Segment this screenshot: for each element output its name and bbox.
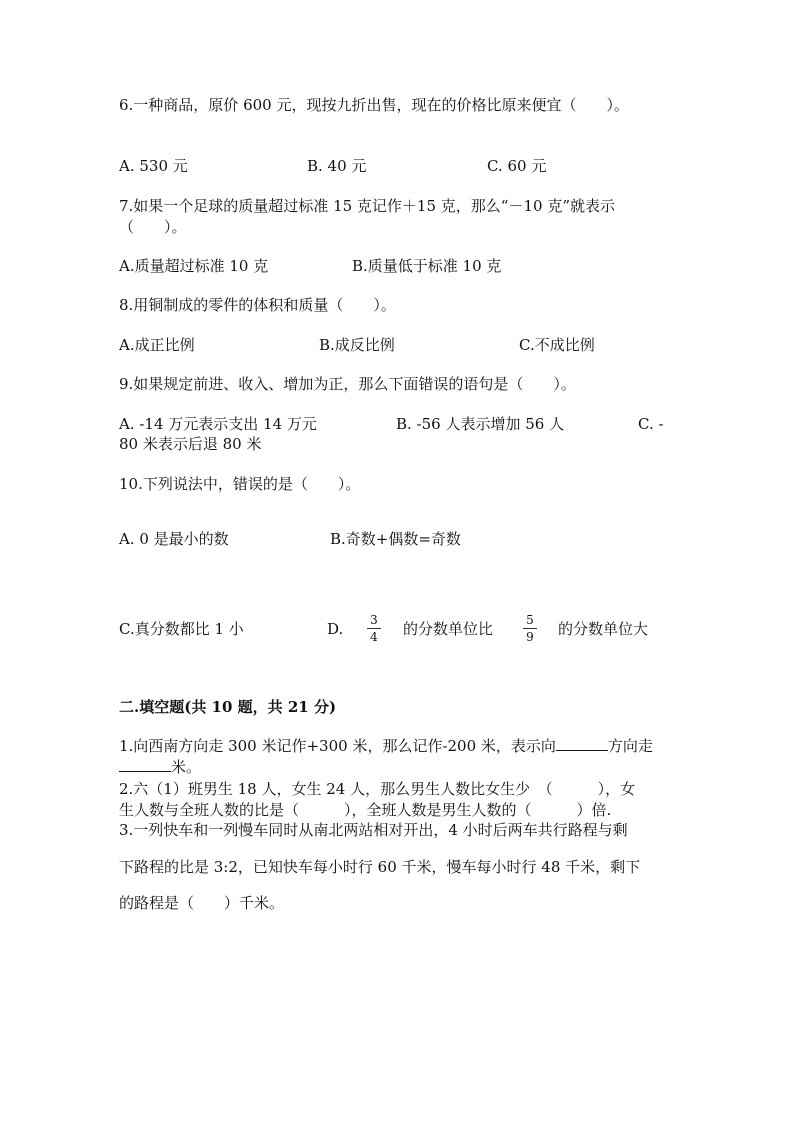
question-8-option-b[interactable]: B.成反比例 <box>319 336 395 354</box>
question-6-stem: 6.一种商品，原价 600 元，现按九折出售，现在的价格比原来便宜（ ）。 <box>119 96 629 114</box>
question-6-option-c[interactable]: C. 60 元 <box>487 157 547 175</box>
fraction-three-quarters <box>367 613 381 644</box>
question-10-stem: 10.下列说法中，错误的是（ ）。 <box>119 475 361 493</box>
question-7-option-a[interactable]: A.质量超过标准 10 克 <box>119 257 269 275</box>
fill-question-1-line1 <box>119 736 653 756</box>
fill-question-1-text-c: 米。 <box>171 758 202 776</box>
answer-blank[interactable] <box>556 736 608 751</box>
fill-question-3-line1: 3.一列快车和一列慢车同时从南北两站相对开出，4 小时后两车共行路程与剩 <box>119 821 628 839</box>
question-9-option-c[interactable]: C. - <box>638 415 664 433</box>
question-9-option-c-continued: 80 米表示后退 80 米 <box>119 435 262 453</box>
question-10-option-d-label[interactable]: D. <box>327 620 344 638</box>
question-10-option-d-middle: 的分数单位比 <box>403 620 494 638</box>
fraction-denominator: 9 <box>526 630 534 644</box>
section-2-heading: 二.填空题(共 10 题，共 21 分) <box>119 698 337 716</box>
question-7-stem-line1: 7.如果一个足球的质量超过标准 15 克记作＋15 克，那么“－10 克”就表示 <box>119 197 615 215</box>
question-6-option-a[interactable]: A. 530 元 <box>119 157 188 175</box>
question-10-option-a[interactable]: A. 0 是最小的数 <box>119 530 229 548</box>
fill-question-1-text-a: 1.向西南方向走 300 米记作+300 米，那么记作-200 米，表示向 <box>119 737 556 755</box>
fill-question-3-line3: 的路程是（ ）千米。 <box>119 894 285 912</box>
answer-blank[interactable] <box>119 757 171 772</box>
fill-question-3-line2: 下路程的比是 3:2，已知快车每小时行 60 千米，慢车每小时行 48 千米，剩下 <box>119 858 641 876</box>
fill-question-1-text-b: 方向走 <box>607 737 653 755</box>
question-8-option-c[interactable]: C.不成比例 <box>519 336 595 354</box>
question-10-option-d-end: 的分数单位大 <box>558 620 649 638</box>
question-8-option-a[interactable]: A.成正比例 <box>119 336 195 354</box>
fill-question-2-line2: 生人数与全班人数的比是（ ），全班人数是男生人数的（ ）倍. <box>119 801 612 819</box>
fraction-denominator: 4 <box>370 630 378 644</box>
question-8-stem: 8.用铜制成的零件的体积和质量（ ）。 <box>119 296 396 314</box>
question-9-option-b[interactable]: B. -56 人表示增加 56 人 <box>396 415 565 433</box>
question-7-stem-line2: （ ）。 <box>119 218 187 236</box>
fraction-five-ninths <box>523 613 537 644</box>
question-9-option-a[interactable]: A. -14 万元表示支出 14 万元 <box>119 415 317 433</box>
fill-question-2-line1: 2.六（1）班男生 18 人，女生 24 人，那么男生人数比女生少 （ ），女 <box>119 780 636 798</box>
fraction-numerator: 3 <box>367 613 381 629</box>
question-7-option-b[interactable]: B.质量低于标准 10 克 <box>352 257 502 275</box>
question-6-option-b[interactable]: B. 40 元 <box>307 157 367 175</box>
question-10-option-c[interactable]: C.真分数都比 1 小 <box>119 620 244 638</box>
fill-question-1-line2 <box>119 757 201 777</box>
question-10-option-b[interactable]: B.奇数+偶数=奇数 <box>330 530 461 548</box>
question-9-stem: 9.如果规定前进、收入、增加为正，那么下面错误的语句是（ ）。 <box>119 375 576 393</box>
fraction-numerator: 5 <box>523 613 537 629</box>
